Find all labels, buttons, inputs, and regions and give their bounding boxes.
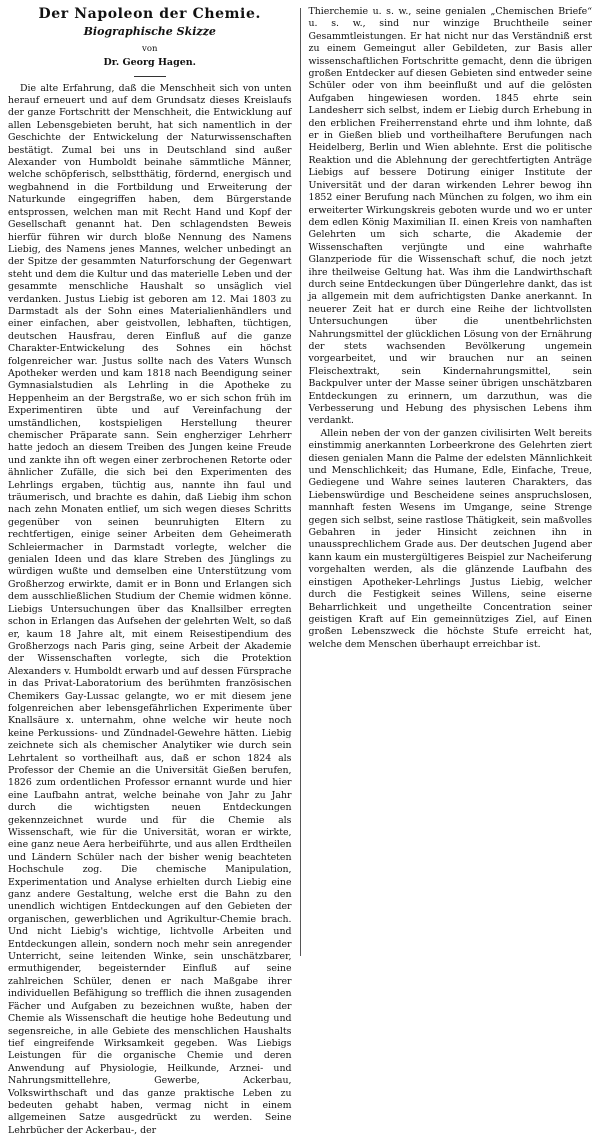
- right-paragraph-2: Allein neben der von der ganzen civilisirten Welt bereits einstimmig anerkannten Lorbeerkrone des Gelehrten ziert diesen genialen Mann die Palme der edelsten Männlichkeit und Menschlichkeit; das Humane, Edle, Einfache, Treue, Gediegene und Wahre seines lauteren Charakters, das Liebenswürdige und Bescheidene seines anspruchslosen, mannhaft festen Wesens im Umgange, seine Strenge gegen sich selbst, seine rastlose Thätigkeit, sein maßvolles Gebahren in jeder Hinsicht zeichnen ihn in unaussprechlichem Grade aus. Der deutschen Jugend aber kann kaum ein mustergültigeres Beispiel zur Nacheiferung vorgehalten werden, als die glänzende Laufbahn des einstigen Apotheker-Lehrlings Justus Liebig, welcher durch die Festigkeit seines Willens, seine eiserne Beharrlichkeit und ungetheilte Concentration seiner geistigen Kraft auf Ein gemeinnütziges Ziel, auf Einen großen Lebenszweck die höchste Stufe erreicht hat, welche dem Menschen überhaupt erreichbar ist.: [308, 427, 592, 650]
- title-rule: [134, 76, 166, 77]
- right-column: [301, 6, 593, 958]
- article-title: Der Napoleon der Chemie.: [38, 6, 261, 22]
- article-subtitle: Biographische Skizze: [83, 25, 216, 39]
- left-paragraph-1: Die alte Erfahrung, daß die Menschheit sich von unten herauf erneuert und auf dem Grundsatz dieses Kreislaufs der ganze Fortschritt der Menschheit, die Entwicklung auf allen Lebensgebieten beruht, hat sich namentlich in der Geschichte der Entwickelung der Naturwissenschaften bestätigt. Zumal bei uns in Deutschland sind außer Alexander von Humboldt beinahe sämmtliche Männer, welche schöpferisch, selbstthätig, fördernd, energisch und wegbahnend in die Fortbildung und Erweiterung der Naturkunde eingegriffen haben, dem Bürgerstande entsprossen, welchen man mit Recht Hand und Kopf der Gesellschaft genannt hat. Den schlagendsten Beweis hierfür führen wir durch bloße Nennung des Namens Liebig, des Namens jenes Mannes, welcher unbedingt an der Spitze der gesammten Naturforschung der Gegenwart steht und dem die Kultur und das materielle Leben und der gesammte menschliche Haushalt so unsäglich viel verdanken. Justus Liebig ist geboren am 12. Mai 1803 zu Darmstadt als der Sohn eines Materialienhändlers und einer einfachen, aber geistvollen, lebhaften, tüchtigen, deutschen Hausfrau, deren Einfluß auf die ganze Charakter-Entwickelung des Sohnes ein höchst folgenreicher war. Justus sollte nach des Vaters Wunsch Apotheker werden und kam 1818 nach Beendigung seiner Gymnasialstudien als Lehrling in die Apotheke zu Heppenheim an der Bergstraße, wo er sich schon früh im Experimentiren übte und auf Vereinfachung der umständlichen, kostspieligen Herstellung theurer chemischer Präparate sann. Sein engherziger Lehrherr hatte jedoch an diesem Treiben des Jungen keine Freude und zankte ihn oft wegen einer zerbrochenen Retorte oder ähnlicher Zufälle, die sich bei den Experimenten des Lehrlings ergaben, tüchtig aus, nannte ihn faul und träumerisch, und brachte es dahin, daß Liebig ihm schon nach zehn Monaten entlief, um sich wegen dieses Schritts gegenüber von seinen beunruhigten Eltern zu rechtfertigen, einige seiner Arbeiten dem Geheimerath Schleiermacher in Darmstadt vorlegte, welcher die genialen Ideen und das klare Streben des Jünglings zu würdigen wußte und demselben eine Unterstützung vom Großherzog erwirkte, damit er in Bonn und Erlangen sich dem ausschließlichen Studium der Chemie widmen könne. Liebigs Untersuchungen über das Knallsilber erregten schon in Erlangen das Aufsehen der gelehrten Welt, so daß er, kaum 18 Jahre alt, mit einem Reisestipendium des Großherzogs nach Paris ging, seine Arbeit der Akademie der Wissenschaften vorlegte, sich die Protektion Alexanders v. Humboldt erwarb und auf dessen Fürsprache in das Privat-Laboratorium des berühmten französischen Chemikers Gay-Lussac gelangte, wo er mit diesem jene folgenreichen aber lebensgefährlichen Experimente über Knallsäure x. unternahm, ohne welche wir heute noch keine Perkussions- und Zündnadel-Gewehre hätten. Liebig zeichnete sich als chemischer Analytiker wie durch sein Lehrtalent so vortheilhaft aus, daß er schon 1824 als Professor der Chemie an die Universität Gießen berufen, 1826 zum ordentlichen Professor ernannt wurde und hier eine Laufbahn antrat, welche beinahe von Jahr zu Jahr durch die wichtigsten neuen Entdeckungen gekennzeichnet wurde und für die Chemie als Wissenschaft, wie für die Universität, woran er wirkte, eine ganz neue Aera herbeiführte, und aus allen Erdtheilen und Ländern Schüler nach der bisher wenig beachteten Hochschule zog. Die chemische Manipulation, Experimentation und Analyse erhielten durch Liebig eine ganz andere Gestaltung, welche erst die Bahn zu den unendlich wichtigen Entdeckungen auf den Gebieten der organischen, gewerblichen und Agrikultur-Chemie brach. Und nicht Liebig's wichtige, lichtvolle Arbeiten und Entdeckungen allein, sondern noch mehr sein anregender Unterricht, seine leitenden Winke, sein unschätzbarer, ermuthigender, begeisternder Einfluß auf seine zahlreichen Schüler, denen er nach Maßgabe ihrer individuellen Befähigung so trefflich die ihnen zusagenden Fächer und Aufgaben zu bezeichnen wußte, haben der Chemie als Wissenschaft die heutige hohe Bedeutung und segensreiche, in alle Gebiete des menschlichen Haushalts tief eingreifende Wirksamkeit gegeben. Was Liebigs Leistungen für die organische Chemie und deren Anwendung auf Physiologie, Heilkunde, Arznei- und Nahrungsmittellehre, Gewerbe, Ackerbau, Volkswirthschaft und das ganze praktische Leben zu bedeuten gehabt haben, vermag nicht in einem allgemeinen Satze ausgedrückt zu werden. Seine Lehrbücher der Ackerbau-, der: [8, 82, 292, 1136]
- left-column: [8, 6, 300, 1136]
- article-author: Dr. Georg Hagen.: [103, 57, 196, 69]
- right-paragraph-1: Thierchemie u. s. w., seine genialen „Chemischen Briefe“ u. s. w., sind nur winzige Bruchtheile seiner Gesammtleistungen. Er hat nicht nur das Verständniß erst zu einem Gemeingut aller Gebildeten, zur Basis aller wissenschaftlichen Fortschritte gemacht, denn die übrigen großen Entdecker auf diesen Gebieten sind entweder seine Schüler oder von ihm beeinflußt und auf die gelösten Aufgaben hingewiesen worden. 1845 ehrte sein Landesherr sich selbst, indem er Liebig durch Erhebung in den erblichen Freiherrenstand ehrte und ihm lohnte, daß er in Gießen blieb und vortheilhaftere Berufungen nach Heidelberg, Berlin und Wien ablehnte. Erst die politische Reaktion und die Ablehnung der gerechtfertigten Anträge Liebigs auf bessere Dotirung einiger Institute der Universität und der daran wirkenden Lehrer bewog ihn 1852 einer Berufung nach München zu folgen, wo ihm ein erweiterter Wirkungskreis geboten wurde und wo er unter dem edlen König Maximilian II. einen Kreis von namhaften Gelehrten um sich scharte, die Akademie der Wissenschaften verjüngte und eine wahrhafte Glanzperiode für die Wissenschaft schuf, die noch jetzt ihre theilweise Geltung hat. Was ihm die Landwirthschaft durch seine Entdeckungen über Düngerlehre dankt, das ist ja allgemein mit dem aufrichtigsten Danke anerkannt. In neuerer Zeit hat er durch eine Reihe der lichtvollsten Untersuchungen über die unentbehrlichsten Nahrungsmittel der glücklichen Lösung von der Ernährung der stets wachsenden Bevölkerung ungemein vorgearbeitet, und wir brauchen nur an seinen Fleischextrakt, sein Kindernahrungsmittel, sein Backpulver unter der Masse seiner übrigen unschätzbaren Entdeckungen zu erinnern, um darzuthun, was die Verbesserung und Hebung des physischen Lebens ihm verdankt.: [308, 6, 592, 427]
- byline-von: von: [142, 43, 158, 54]
